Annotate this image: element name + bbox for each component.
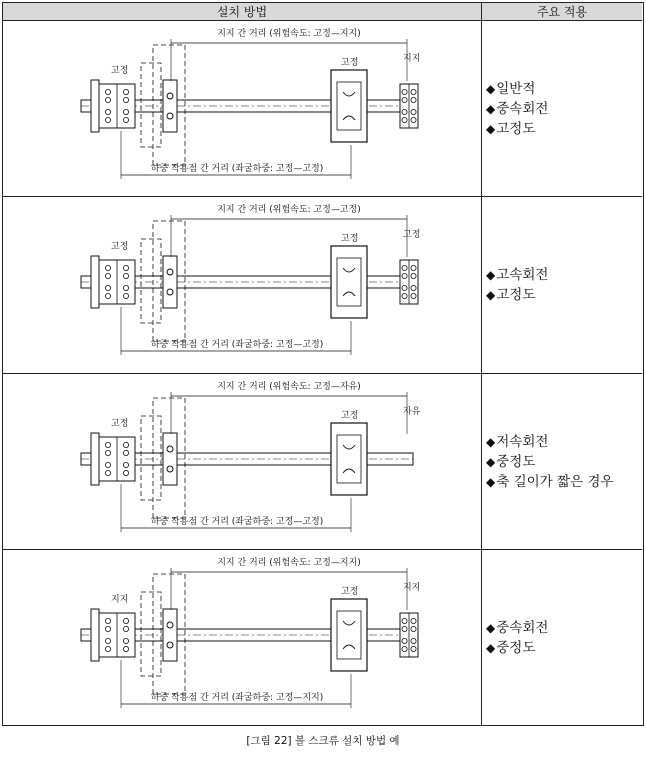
nut-fix-label: 고정 (341, 411, 359, 421)
header-use: 주요 적용 (482, 3, 642, 21)
use-item: ◆중정도 (486, 639, 536, 656)
diagram-cell (3, 374, 482, 549)
ball-nut (337, 82, 361, 130)
diagram-cell (3, 550, 482, 725)
span-label: 지지 간 거리 (위험속도: 고정—지지) (217, 29, 361, 39)
use-item: ◆저속회전 (486, 433, 549, 450)
use-item: ◆중속회전 (486, 100, 549, 117)
bracket (163, 433, 177, 485)
left-support-label: 고정 (111, 66, 129, 76)
bracket (163, 609, 177, 661)
support-flange (91, 609, 99, 661)
nut-fix-label: 고정 (341, 234, 359, 244)
left-support-label: 고정 (111, 419, 129, 429)
header-method: 설치 방법 (3, 3, 482, 21)
mounting-diagram-3 (3, 374, 480, 548)
use-item: ◆일반적 (486, 80, 536, 97)
support-flange (91, 256, 99, 308)
use-item: ◆고정도 (486, 120, 536, 137)
load-label: 하중 작용점 간 거리 (좌굴하중: 고정—지지) (150, 693, 324, 703)
left-support-label: 지지 (111, 595, 129, 605)
use-item: ◆고속회전 (486, 267, 549, 283)
row-3 (3, 374, 642, 550)
use-cell (482, 197, 642, 373)
figure-caption: [그림 22] 볼 스크류 설치 방법 예 (246, 735, 400, 747)
ball-nut (337, 258, 361, 306)
right-support-label: 지지 (403, 583, 421, 593)
installation-table (2, 2, 644, 726)
use-item: ◆축 길이가 짧은 경우 (486, 473, 614, 490)
load-label: 하중 작용점 간 거리 (좌굴하중: 고정—고정) (150, 164, 324, 174)
use-cell (482, 550, 642, 725)
diagram-cell (3, 21, 482, 196)
right-support-label: 고정 (403, 230, 421, 240)
mounting-diagram-4 (3, 550, 480, 725)
support-flange (91, 80, 99, 132)
bracket (163, 256, 177, 308)
load-label: 하중 작용점 간 거리 (좌굴하중: 고정—고정) (150, 340, 324, 350)
bracket (163, 80, 177, 132)
right-support-label: 자유 (403, 407, 421, 417)
nut-fix-label: 고정 (341, 587, 359, 597)
use-cell (482, 21, 642, 196)
nut-fix-label: 고정 (341, 58, 359, 68)
load-label: 하중 작용점 간 거리 (좌굴하중: 고정—고정) (150, 517, 324, 527)
ball-nut (337, 435, 361, 483)
use-item: ◆중속회전 (486, 619, 549, 636)
left-support-label: 고정 (111, 242, 129, 252)
mounting-diagram-1 (3, 21, 480, 195)
span-label: 지지 간 거리 (위험속도: 고정—지지) (217, 558, 361, 568)
use-item: ◆고정도 (486, 287, 536, 303)
row-2 (3, 197, 642, 374)
use-cell (482, 374, 642, 549)
span-label: 지지 간 거리 (위험속도: 고정—자유) (217, 382, 361, 392)
ball-nut (337, 611, 361, 659)
span-label: 지지 간 거리 (위험속도: 고정—고정) (217, 205, 361, 215)
right-support-label: 지지 (403, 54, 421, 64)
support-flange (91, 433, 99, 485)
diagram-cell (3, 197, 482, 373)
use-item: ◆중정도 (486, 453, 536, 470)
mounting-diagram-2 (3, 197, 480, 372)
row-4 (3, 550, 642, 725)
row-1 (3, 21, 642, 197)
